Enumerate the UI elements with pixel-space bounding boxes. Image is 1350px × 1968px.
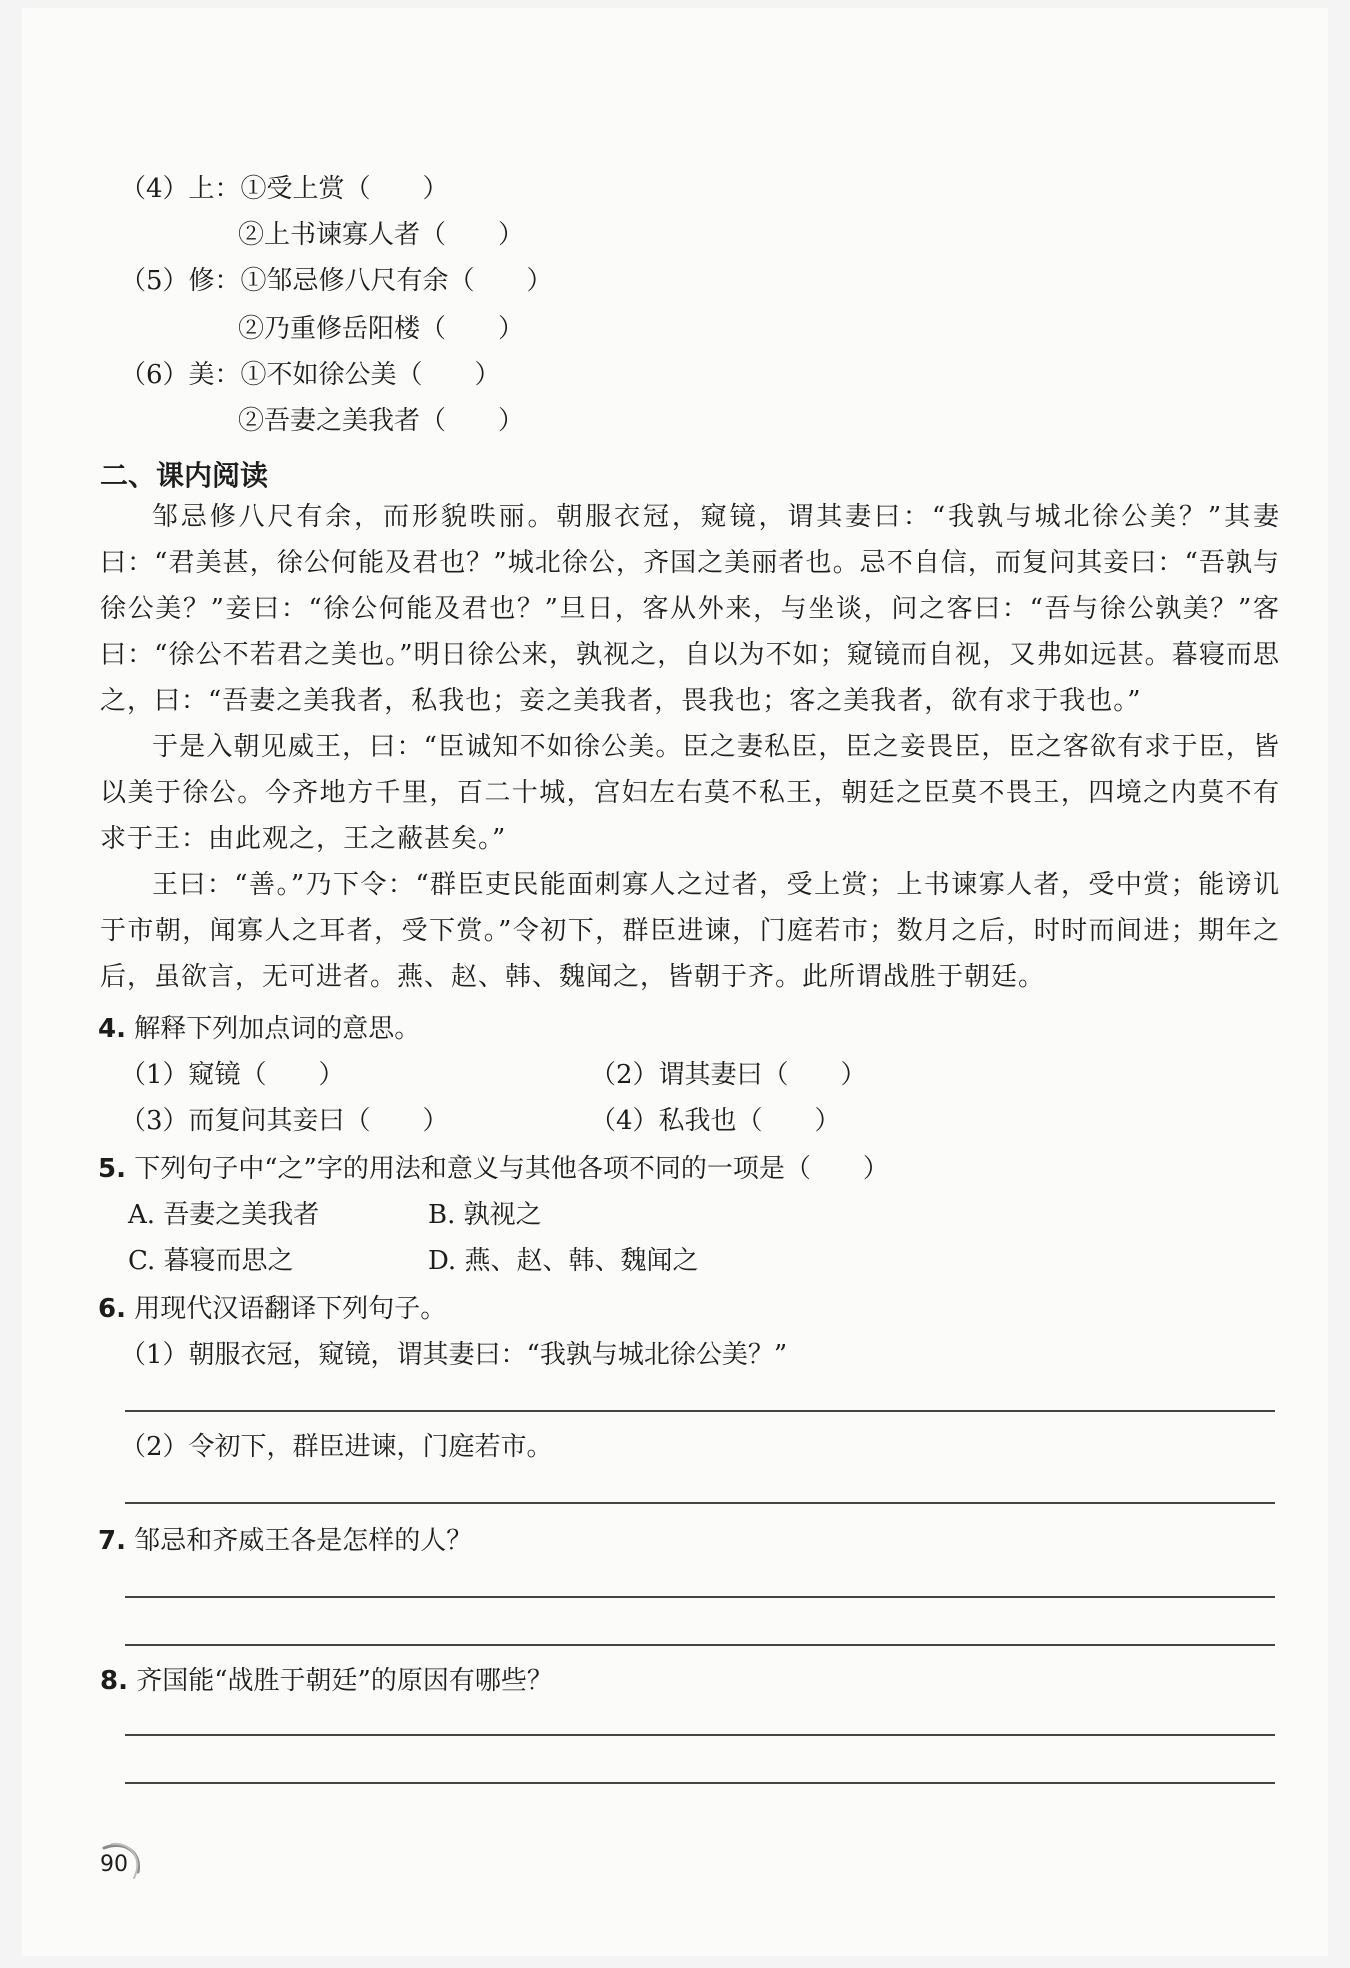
q4-item-4: （4）私我也（ ）: [590, 1106, 841, 1136]
question-number: 7.: [98, 1526, 126, 1556]
answer-line-q8-1[interactable]: [125, 1734, 1275, 1736]
question-text: 邹忌和齐威王各是怎样的人？: [134, 1526, 473, 1556]
passage-paragraph-3: 王曰：“善。”乃下令：“群臣吏民能面刺寡人之过者，受上赏；上书谏寡人者，受中赏；能谤讥于市朝，闻寡人之耳者，受下赏。”令初下，群臣进谏，门庭若市；数月之后，时时而间进；期年之后，虽欲言，无可进者。燕、赵、韩、魏闻之，皆朝于齐。此所谓战胜于朝廷。: [100, 870, 1280, 992]
question-text: 用现代汉语翻译下列句子。: [134, 1294, 447, 1324]
answer-line-q8-2[interactable]: [125, 1782, 1275, 1784]
question-text: 下列句子中“之”字的用法和意义与其他各项不同的一项是（ ）: [134, 1154, 889, 1184]
answer-line-q7-1[interactable]: [125, 1596, 1275, 1598]
question-5: [98, 1156, 889, 1182]
page-number: 90: [100, 1852, 128, 1877]
question-text: 齐国能“战胜于朝廷”的原因有哪些？: [136, 1666, 553, 1696]
option-b: B. 孰视之: [428, 1200, 542, 1230]
question-text: 解释下列加点词的意思。: [134, 1014, 421, 1044]
answer-line-q6-2[interactable]: [125, 1502, 1275, 1504]
vocab-item-6-2: ②吾妻之美我者（ ）: [238, 406, 525, 436]
question-4: [98, 1016, 420, 1042]
vocab-item-4-2: ②上书谏寡人者（ ）: [238, 220, 525, 250]
question-6: [98, 1296, 446, 1322]
page-number-badge: [98, 1838, 144, 1884]
section-heading-reading: 二、课内阅读: [100, 459, 269, 492]
question-number: 5.: [98, 1154, 126, 1184]
q6-item-1: （1）朝服衣冠，窥镜，谓其妻曰：“我孰与城北徐公美？”: [120, 1340, 788, 1370]
question-number: 8.: [100, 1666, 128, 1696]
question-number: 6.: [98, 1294, 126, 1324]
question-8: [100, 1668, 553, 1694]
q6-item-2: （2）令初下，群臣进谏，门庭若市。: [120, 1432, 553, 1462]
vocab-item-5-1: （5）修：①邹忌修八尺有余（ ）: [120, 266, 553, 296]
q4-item-1: （1）窥镜（ ）: [120, 1060, 345, 1090]
question-number: 4.: [98, 1014, 126, 1044]
q4-item-3: （3）而复问其妾曰（ ）: [120, 1106, 449, 1136]
answer-line-q7-2[interactable]: [125, 1644, 1275, 1646]
passage-paragraph-1: 邹忌修八尺有余，而形貌昳丽。朝服衣冠，窥镜，谓其妻曰：“我孰与城北徐公美？”其妻曰：“君美甚，徐公何能及君也？”城北徐公，齐国之美丽者也。忌不自信，而复问其妾曰：“吾孰与徐公美？”妾曰：“徐公何能及君也？”旦日，客从外来，与坐谈，问之客曰：“吾与徐公孰美？”客曰：“徐公不若君之美也。”明日徐公来，孰视之，自以为不如；窥镜而自视，又弗如远甚。暮寝而思之，曰：“吾妻之美我者，私我也；妾之美我者，畏我也；客之美我者，欲有求于我也。”: [100, 502, 1280, 716]
answer-line-q6-1[interactable]: [125, 1410, 1275, 1412]
option-a: A. 吾妻之美我者: [128, 1200, 320, 1230]
option-d: D. 燕、赵、韩、魏闻之: [428, 1246, 699, 1276]
option-c: C. 暮寝而思之: [128, 1246, 294, 1276]
passage-paragraph-2: 于是入朝见威王，曰：“臣诚知不如徐公美。臣之妻私臣，臣之妾畏臣，臣之客欲有求于臣，皆以美于徐公。今齐地方千里，百二十城，宫妇左右莫不私王，朝廷之臣莫不畏王，四境之内莫不有求于王：由此观之，王之蔽甚矣。”: [100, 732, 1280, 854]
question-7: [98, 1528, 472, 1554]
q4-item-2: （2）谓其妻曰（ ）: [590, 1060, 867, 1090]
vocab-item-5-2: ②乃重修岳阳楼（ ）: [238, 314, 525, 344]
vocab-item-4-1: （4）上：①受上赏（ ）: [120, 174, 449, 204]
reading-passage: [100, 494, 1280, 1000]
vocab-item-6-1: （6）美：①不如徐公美（ ）: [120, 360, 501, 390]
